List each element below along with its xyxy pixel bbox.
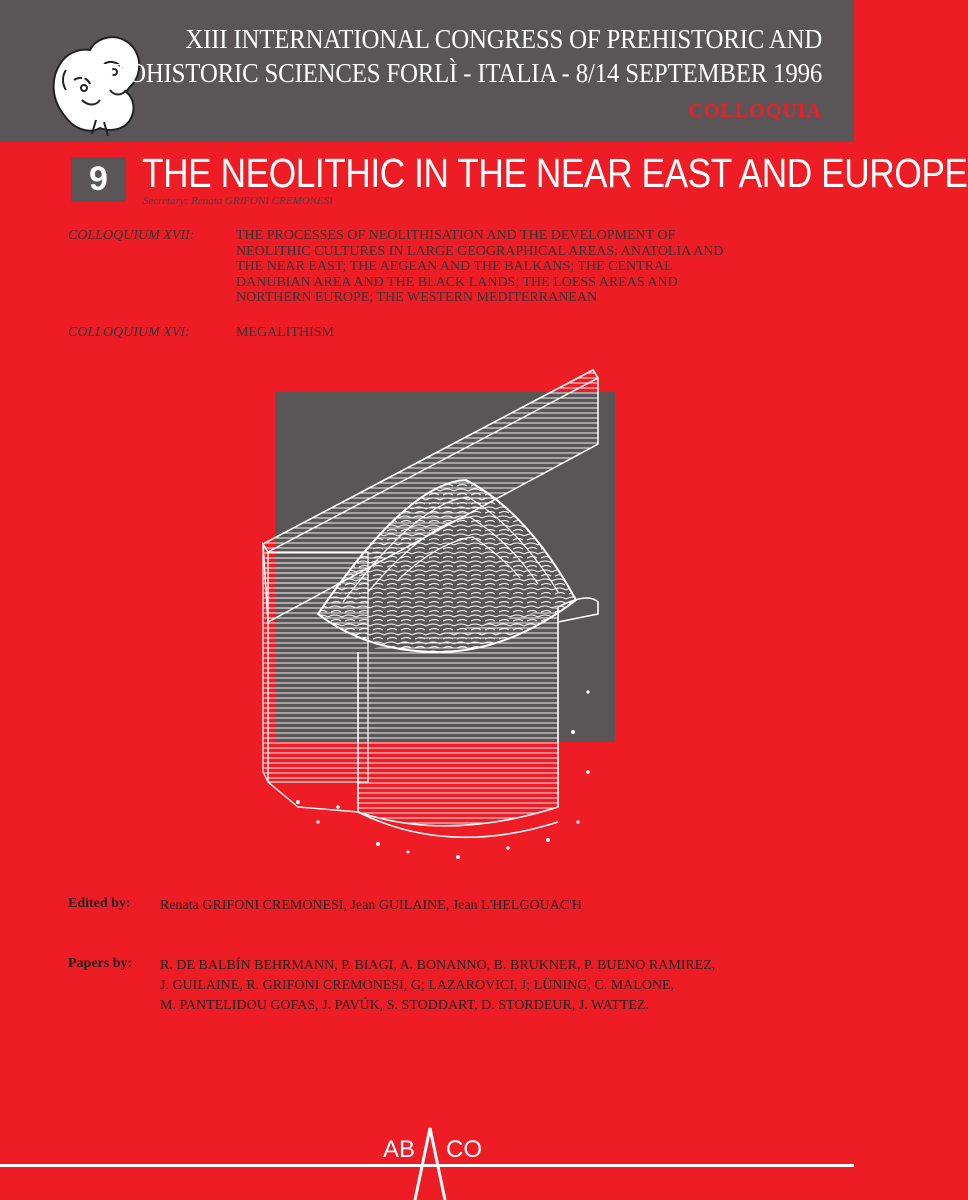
colloquium-xvii-line: NORTHERN EUROPE; THE WESTERN MEDITERRANEAN [236, 290, 598, 305]
colloquium-xvi-text [236, 325, 826, 341]
colloquium-xvi-label: COLLOQUIUM XVI: [68, 325, 190, 340]
congress-title-line-2: PROTOHISTORIC SCIENCES FORLÌ - ITALIA - 8/14 SEPTEMBER 1996 [65, 58, 822, 88]
secretary-line: Secretary: Renata GRIFONI CREMONESI [143, 195, 333, 207]
colloquium-xvii-label: COLLOQUIUM XVII: [68, 228, 195, 243]
congress-title-line-1: XIII INTERNATIONAL CONGRESS OF PREHISTORIC AND [185, 24, 822, 54]
authors-list [160, 956, 830, 1016]
volume-number: 9 [71, 157, 126, 202]
volume-title: THE NEOLITHIC IN THE NEAR EAST AND EUROPE [142, 150, 968, 196]
series-label: COLLOQUIA [688, 100, 822, 122]
colloquium-xvii-line: THE PROCESSES OF NEOLITHISATION AND THE DEVELOPMENT OF [236, 228, 676, 243]
publisher-logo-right: CO [446, 1136, 482, 1163]
colloquium-xvii-line: DANUBIAN AREA AND THE BLACK LANDS; THE LOESS AREAS AND [236, 274, 678, 290]
authors-line: R. DE BALBÍN BEHRMANN, P. BIAGI, A. BONANNO, B. BRUKNER, P. BUENO RAMIREZ, [160, 958, 716, 973]
colloquium-xvii-text [236, 228, 826, 306]
publisher-logo-a-icon [413, 1126, 447, 1200]
tholos-illustration [258, 352, 618, 872]
editors-list: Renata GRIFONI CREMONESI, Jean GUILAINE, Jean L'HELGOUAC'H [160, 898, 582, 913]
authors-line: M. PANTELIDOU GOFAS, J. PAVÚK, S. STODDART, D. STORDEUR, J. WATTEZ. [160, 998, 649, 1013]
publisher-logo-left: AB [383, 1136, 416, 1163]
edited-by-label: Edited by: [68, 896, 131, 911]
papers-by-label: Papers by: [68, 956, 133, 971]
colloquium-xvii-line: THE NEAR EAST; THE AEGEAN AND THE BALKANS; THE CENTRAL [236, 259, 673, 274]
colloquium-xvii-line: NEOLITHIC CULTURES IN LARGE GEOGRAPHICAL AREAS: ANATOLIA AND [236, 243, 724, 259]
colloquium-xvi-line: MEGALITHISM [236, 325, 334, 340]
authors-line: J. GUILAINE, R. GRIFONI CREMONESI, G; LAZAROVICI, J; LÜNING, C. MALONE, [160, 978, 675, 993]
